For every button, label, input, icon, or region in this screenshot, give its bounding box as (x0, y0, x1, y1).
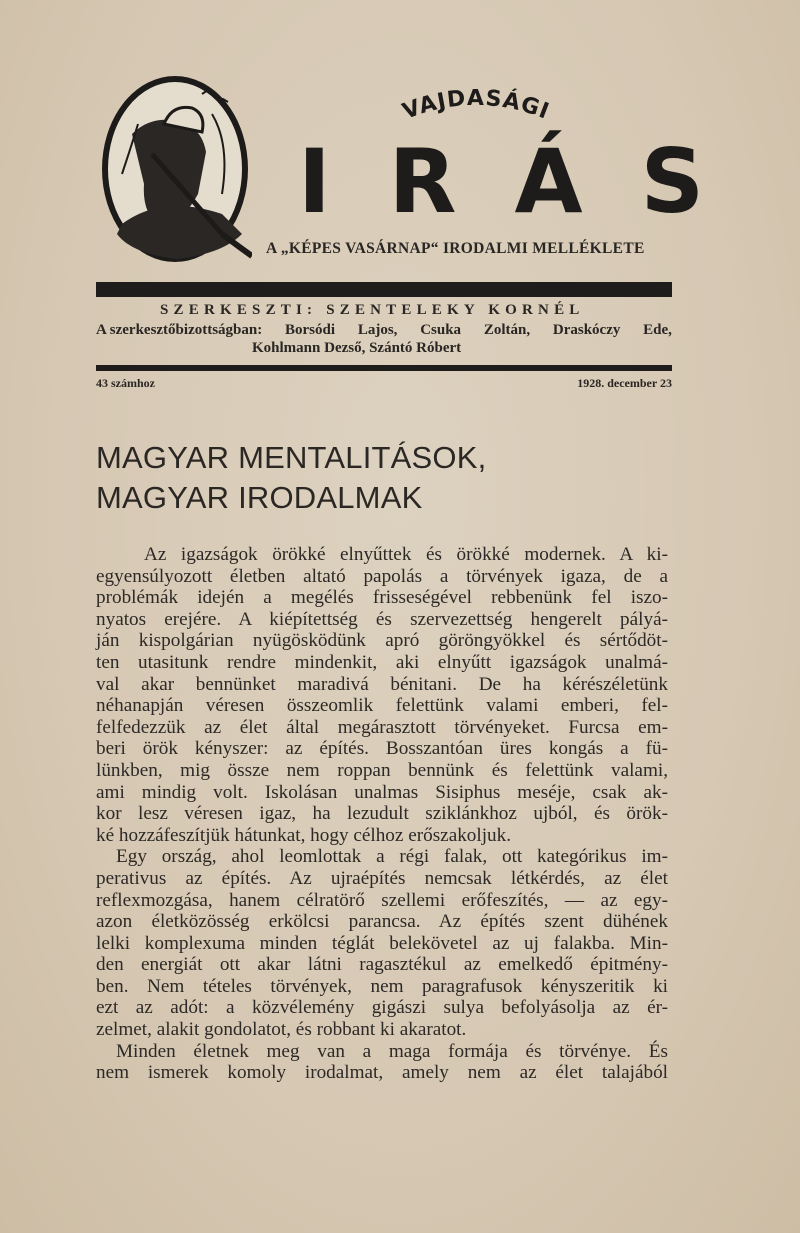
text-line: ján kispolgárian nyügösködünk apró göröngyökkel és sértődöt- (96, 630, 668, 652)
board-word: Draskóczy (552, 322, 621, 338)
text-line: egyensúlyozott életben altató papolás a törvények igaza, de a (96, 565, 668, 587)
issue-date: 1928. december 23 (577, 376, 672, 390)
article-title-line: MAGYAR MENTALITÁSOK, (96, 440, 487, 475)
text-line: zelmet, alakit gondolatot, és robbant ki akaratot. (96, 1019, 467, 1041)
sower-woodcut-logo (102, 74, 252, 268)
text-line: lünkben, mig össze nem roppan bennünk és felettünk valami, (96, 759, 668, 781)
text-line: ké hozzáfeszítjük hátunkat, hogy célhoz erőszakoljuk. (96, 824, 512, 846)
article-body (96, 544, 668, 1084)
text-line: nem ismerek komoly irodalmat, amely nem az élet talajából (96, 1062, 668, 1084)
article-paragraph (96, 544, 668, 846)
text-line: Az igazságok örökké elnyűttek és örökké modernek. A ki- (144, 544, 668, 565)
article-title (96, 438, 696, 518)
text-line: den energiát ott akar látni ragasztékul az emelkedő épitmény- (96, 954, 668, 976)
board-word: A szerkesztőbizottságban: (96, 322, 263, 338)
text-line: ezt az adót: a közvélemény gigászi sulya befolyásolja az ér- (96, 997, 668, 1019)
top-divider-bar (96, 282, 672, 297)
issue-number: 43 számhoz (96, 376, 155, 390)
text-line: reflexmozgása, hanem célratörő szellemi erőfeszítés, — az egy- (96, 889, 668, 911)
editor-line: SZERKESZTI: SZENTELEKY KORNÉL (160, 302, 585, 318)
board-word: Csuka (420, 322, 462, 338)
editorial-board-line-1 (96, 322, 672, 339)
text-line: ten utasitunk rendre mindenkit, aki elnyűtt igazságok unalmá- (96, 651, 668, 673)
text-line: Egy ország, ahol leomlottak a régi falak, ott kategórikus im- (116, 846, 668, 868)
article-paragraph (96, 846, 668, 1040)
text-line: problémák idején a megélés frisseségével rebbenünk fel iszo- (96, 587, 668, 609)
text-line: néhanapján véresen összeomlik felettünk valami emberi, fel- (96, 695, 668, 717)
text-line: perativus az építés. Az ujraépítés nemcsak létkérdés, az élet (96, 867, 668, 889)
article-paragraph (96, 1041, 668, 1084)
board-word: Lajos, (357, 322, 398, 338)
text-line: Minden életnek meg van a maga formája és törvénye. És (116, 1040, 668, 1062)
board-word: Ede, (643, 322, 672, 338)
article-title-line: MAGYAR IRODALMAK (96, 480, 423, 515)
text-line: felfedezzük az élet által megárasztott törvényeket. Furcsa em- (96, 716, 668, 738)
text-line: lelki komplexuma minden téglát belekövetel az uj falakba. Min- (96, 932, 668, 954)
text-line: nyatos erejére. A kiépítettség és szervezettség hengerelt pályá- (96, 608, 668, 630)
text-line: beri örök kényszer: az építés. Bosszantóan üres kongás a fü- (96, 738, 668, 760)
text-line: ben. Nem tételes törvények, nem paragrafusok kényszeritik ki (96, 975, 668, 997)
text-line: val akar bennünket maradivá bénitani. De ha kérészéletünk (96, 673, 668, 695)
board-word: Borsódi (285, 322, 336, 338)
board-word: Zoltán, (483, 322, 531, 338)
text-line: kor lesz véresen igaz, ha lezudult sziklánkhoz ujból, és örök- (96, 803, 668, 825)
bottom-divider-bar (96, 365, 672, 371)
svg-text:VAJDASÁGI: VAJDASÁGI (399, 85, 553, 125)
text-line: ami mindig volt. Iskolásan unalmas Sisiphus meséje, csak ak- (96, 781, 668, 803)
masthead-title: IRÁS (298, 130, 762, 233)
text-line: azon életközösség erkölcsi parancsa. Az építés szent dühének (96, 911, 668, 933)
editorial-board-line-2: Kohlmann Dezső, Szántó Róbert (252, 340, 462, 356)
masthead-subtitle: A „KÉPES VASÁRNAP“ IRODALMI MELLÉKLETE (266, 240, 645, 257)
